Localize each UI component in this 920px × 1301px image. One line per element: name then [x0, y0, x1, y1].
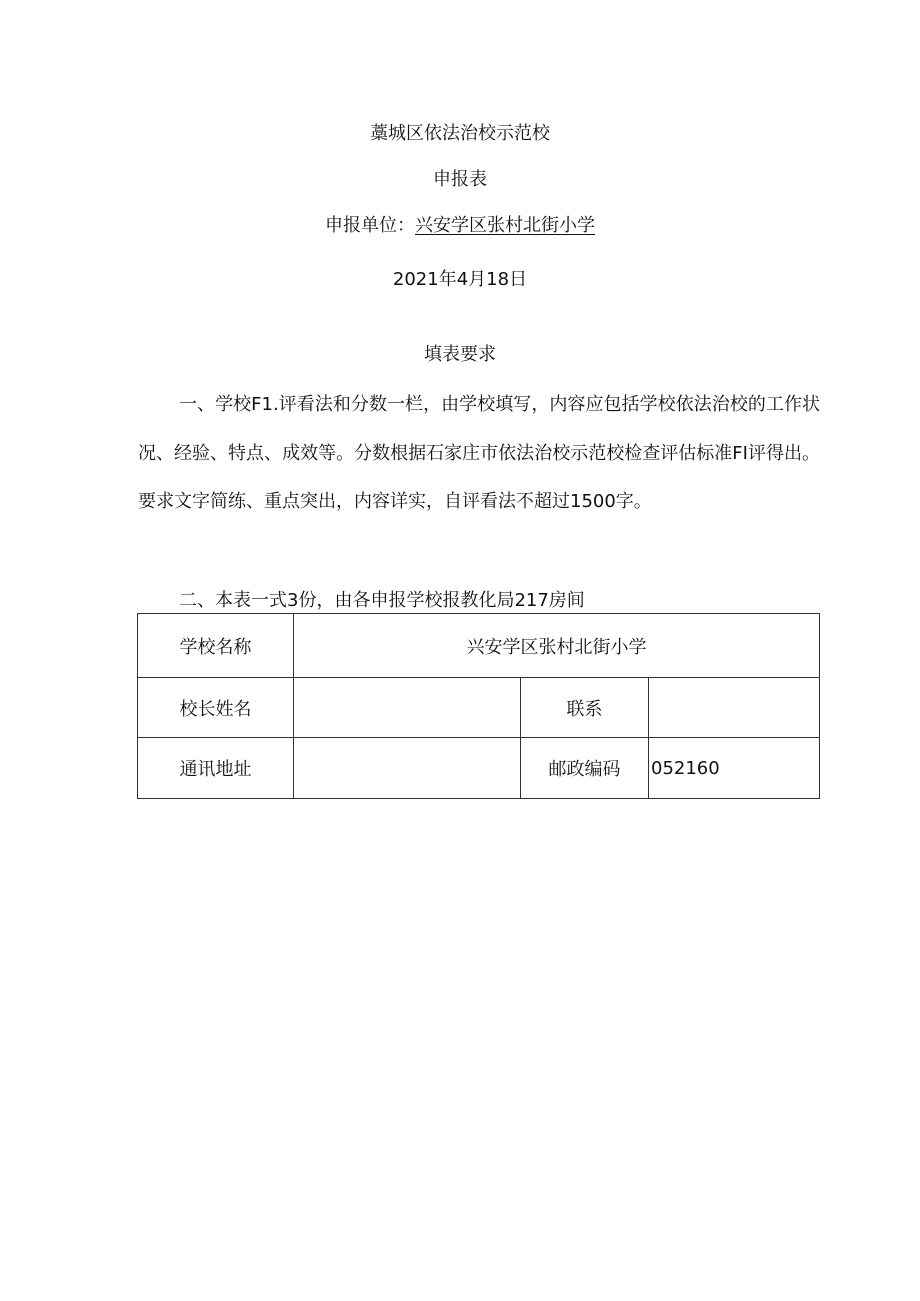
applicant-unit-value: 兴安学区张村北街小学 [415, 215, 595, 236]
address-field[interactable] [294, 738, 521, 799]
table-row-address [138, 738, 820, 799]
requirements-title: 填表要求 [424, 344, 496, 365]
applicant-unit-label: 申报单位： [325, 215, 415, 236]
requirement-item-2: 二、本表一式3份，由各申报学校报教化局217房间 [179, 590, 585, 611]
principal-name-field[interactable] [294, 678, 521, 738]
principal-name-label: 校长姓名 [138, 678, 294, 738]
table-row-school-name [138, 614, 820, 678]
application-form-table [137, 613, 820, 799]
address-label: 通讯地址 [138, 738, 294, 799]
table-row-principal [138, 678, 820, 738]
postcode-field[interactable]: 052160 [649, 738, 820, 799]
document-subtitle: 申报表 [433, 169, 487, 190]
requirement-item-1: 一、学校F1.评看法和分数一栏，由学校填写，内容应包括学校依法治校的工作状况、经验、特点、成效等。分数根据石家庄市依法治校示范校检查评估标准FI评得出。要求文字简练、重点突出，内容详实，自评看法不超过1500字。 [138, 394, 820, 512]
applicant-unit [0, 214, 920, 238]
school-name-value[interactable]: 兴安学区张村北街小学 [294, 614, 820, 678]
contact-label: 联系 [521, 678, 649, 738]
document-title: 藁城区依法治校示范校 [370, 123, 550, 144]
contact-field[interactable] [649, 678, 820, 738]
school-name-label: 学校名称 [138, 614, 294, 678]
document-date: 2021年4月18日 [392, 269, 528, 290]
postcode-label: 邮政编码 [521, 738, 649, 799]
